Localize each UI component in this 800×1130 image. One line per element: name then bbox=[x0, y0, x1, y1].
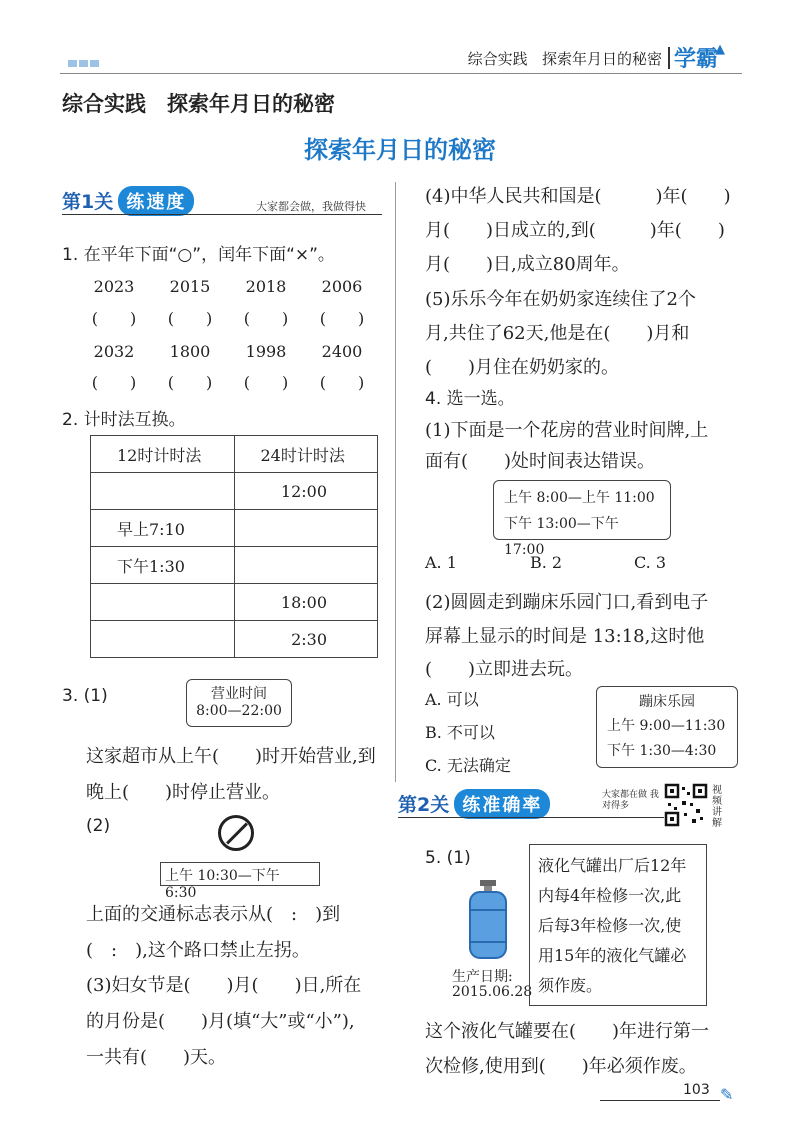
rule-line: 须作废。 bbox=[538, 976, 603, 995]
header-decoration bbox=[68, 52, 101, 71]
answer-blank[interactable]: ( ) bbox=[91, 373, 137, 392]
column-divider bbox=[395, 182, 396, 782]
production-date-label: 生产日期: bbox=[452, 969, 513, 985]
no-left-turn-icon bbox=[218, 815, 254, 851]
gas-tank-rules-box bbox=[529, 844, 707, 1006]
q3-p5-line1: (5)乐乐今年在奶奶家连续住了2个 bbox=[425, 289, 696, 310]
table-row bbox=[91, 473, 378, 510]
q4-option[interactable]: C. 无法确定 bbox=[425, 756, 511, 775]
q2-prompt: 2. 计时法互换。 bbox=[62, 410, 186, 430]
brand-logo: 学霸 bbox=[674, 47, 719, 72]
answer-blank[interactable]: ( ) bbox=[167, 373, 213, 392]
q3-p2-label: (2) bbox=[86, 816, 111, 836]
q4-p1-line1: (1)下面是一个花房的营业时间牌,上 bbox=[425, 420, 709, 441]
graduation-cap-icon: ▲ bbox=[715, 42, 725, 57]
table-cell: 早上7:10 bbox=[91, 510, 235, 547]
q3-p5-line3: ( )月住在奶奶家的。 bbox=[425, 357, 620, 378]
level1-underline bbox=[62, 214, 382, 215]
header-divider bbox=[668, 47, 670, 69]
pencil-icon: ✎ bbox=[720, 1085, 734, 1104]
table-cell[interactable] bbox=[234, 510, 378, 547]
time-conversion-table bbox=[90, 435, 378, 658]
gas-tank-icon bbox=[468, 880, 508, 960]
q3-p2-line2: ( : ),这个路口禁止左拐。 bbox=[86, 940, 310, 961]
board-line: 下午 13:00—下午 17:00 bbox=[504, 516, 619, 558]
level2-name: 练准确率 bbox=[454, 789, 550, 819]
q3-p3-line2: 的月份是( )月(填“大”或“小”), bbox=[86, 1011, 355, 1032]
level1-number: 第1关 bbox=[62, 191, 114, 213]
table-row bbox=[91, 584, 378, 621]
q3-p3-line3: 一共有( )天。 bbox=[86, 1047, 227, 1068]
table-row bbox=[91, 510, 378, 547]
q1-answers-row2 bbox=[76, 370, 380, 393]
q4-p1-line2: 面有( )处时间表达错误。 bbox=[425, 451, 656, 472]
q3-p4-line3: 月( )日,成立80周年。 bbox=[425, 254, 630, 275]
sign-title: 营业时间 bbox=[211, 686, 267, 702]
year: 1800 bbox=[169, 342, 211, 361]
header-chapter: 探索年月日的秘密 bbox=[541, 50, 662, 68]
q3-p2-line1: 上面的交通标志表示从( : )到 bbox=[86, 904, 341, 925]
rule-line: 内每4年检修一次,此 bbox=[538, 886, 682, 905]
q3-p4-line2: 月( )日成立的,到( )年( ) bbox=[425, 220, 725, 241]
table-cell[interactable] bbox=[234, 547, 378, 584]
rule-line: 液化气罐出厂后12年 bbox=[538, 856, 687, 875]
answer-blank[interactable]: ( ) bbox=[319, 309, 365, 328]
q4-option[interactable]: B. 不可以 bbox=[425, 723, 495, 742]
q4-prompt: 4. 选一选。 bbox=[425, 389, 515, 409]
production-date: 2015.06.28 bbox=[452, 984, 533, 1000]
rule-line: 后每3年检修一次,使 bbox=[538, 916, 682, 935]
header-rule bbox=[60, 73, 742, 74]
level2-underline bbox=[398, 817, 664, 818]
table-cell: 2:30 bbox=[234, 621, 378, 658]
year: 2023 bbox=[93, 277, 135, 296]
park-hours: 下午 1:30—4:30 bbox=[607, 743, 717, 759]
year: 2032 bbox=[93, 342, 135, 361]
q3-p1-line1: 这家超市从上午( )时开始营业,到 bbox=[86, 746, 376, 767]
board-line: 上午 8:00—上午 11:00 bbox=[504, 490, 655, 506]
answer-blank[interactable]: ( ) bbox=[243, 373, 289, 392]
header-section: 综合实践 bbox=[467, 50, 528, 68]
answer-blank[interactable]: ( ) bbox=[319, 373, 365, 392]
year: 2400 bbox=[321, 342, 363, 361]
year: 2018 bbox=[245, 277, 287, 296]
table-cell[interactable] bbox=[91, 621, 235, 658]
q5-line1: 这个液化气罐要在( )年进行第一 bbox=[425, 1021, 710, 1042]
year: 1998 bbox=[245, 342, 287, 361]
q1-answers-row1 bbox=[76, 306, 380, 329]
level1-name: 练速度 bbox=[118, 186, 194, 216]
q5-label: 5. (1) bbox=[425, 848, 471, 868]
q1-years-row1 bbox=[76, 277, 380, 296]
q4-option[interactable]: A. 可以 bbox=[425, 690, 479, 709]
year: 2015 bbox=[169, 277, 211, 296]
q4-p2-line2: 屏幕上显示的时间是 13:18,这时他 bbox=[425, 626, 705, 647]
answer-blank[interactable]: ( ) bbox=[243, 309, 289, 328]
table-cell: 12:00 bbox=[234, 473, 378, 510]
rule-line: 用15年的液化气罐必 bbox=[538, 946, 687, 965]
q4-option[interactable]: C. 3 bbox=[634, 553, 667, 572]
table-cell: 18:00 bbox=[234, 584, 378, 621]
level1-banner bbox=[62, 186, 194, 216]
q4-option[interactable]: B. 2 bbox=[530, 553, 563, 572]
footer-rule bbox=[600, 1100, 720, 1101]
park-title: 蹦床乐园 bbox=[639, 694, 695, 710]
table-row bbox=[91, 547, 378, 584]
table-header: 12时计时法 bbox=[91, 436, 235, 473]
q3-p1-line2: 晚上( )时停止营业。 bbox=[86, 782, 281, 803]
q4-p2-line1: (2)圆圆走到蹦床乐园门口,看到电子 bbox=[425, 592, 709, 613]
running-header bbox=[468, 48, 662, 69]
page-title: 探索年月日的秘密 bbox=[304, 136, 496, 164]
park-hours: 上午 9:00—11:30 bbox=[607, 718, 726, 734]
q3-p4-line1: (4)中华人民共和国是( )年( ) bbox=[425, 186, 731, 207]
qr-code-icon[interactable] bbox=[664, 783, 708, 827]
table-header-row bbox=[91, 436, 378, 473]
page-heading: 综合实践 探索年月日的秘密 bbox=[62, 92, 335, 116]
q3-p1-label: 3. (1) bbox=[62, 686, 108, 706]
page-number: 103 bbox=[683, 1082, 710, 1098]
table-header: 24时计时法 bbox=[234, 436, 378, 473]
answer-blank[interactable]: ( ) bbox=[91, 309, 137, 328]
flower-shop-hours-board bbox=[493, 480, 671, 558]
q1-years-row2 bbox=[76, 342, 380, 361]
traffic-time-sign: 上午 10:30—下午 6:30 bbox=[160, 862, 320, 886]
q1-prompt: 1. 在平年下面“○”，闰年下面“×”。 bbox=[62, 245, 335, 265]
sign-hours: 8:00—22:00 bbox=[196, 703, 282, 719]
table-cell: 下午1:30 bbox=[91, 547, 235, 584]
year: 2006 bbox=[321, 277, 363, 296]
table-cell[interactable] bbox=[91, 584, 235, 621]
business-hours-sign bbox=[186, 679, 292, 727]
q3-p5-line2: 月,共住了62天,他是在( )月和 bbox=[425, 323, 690, 344]
level2-slogan: 大家都在做 我对得多 bbox=[602, 790, 659, 811]
table-cell[interactable] bbox=[91, 473, 235, 510]
q4-p2-line3: ( )立即进去玩。 bbox=[425, 659, 584, 680]
trampoline-park-board bbox=[596, 686, 738, 768]
level1-slogan: 大家都会做，我做得快 bbox=[256, 200, 366, 213]
table-row bbox=[91, 621, 378, 658]
q3-p3-line1: (3)妇女节是( )月( )日,所在 bbox=[86, 975, 362, 996]
level2-banner bbox=[398, 789, 550, 819]
answer-blank[interactable]: ( ) bbox=[167, 309, 213, 328]
level2-number: 第2关 bbox=[398, 794, 450, 816]
q5-line2: 次检修,使用到( )年必须作废。 bbox=[425, 1056, 697, 1077]
video-explain-label: 视频讲解 bbox=[712, 785, 722, 829]
q4-option[interactable]: A. 1 bbox=[425, 553, 457, 572]
